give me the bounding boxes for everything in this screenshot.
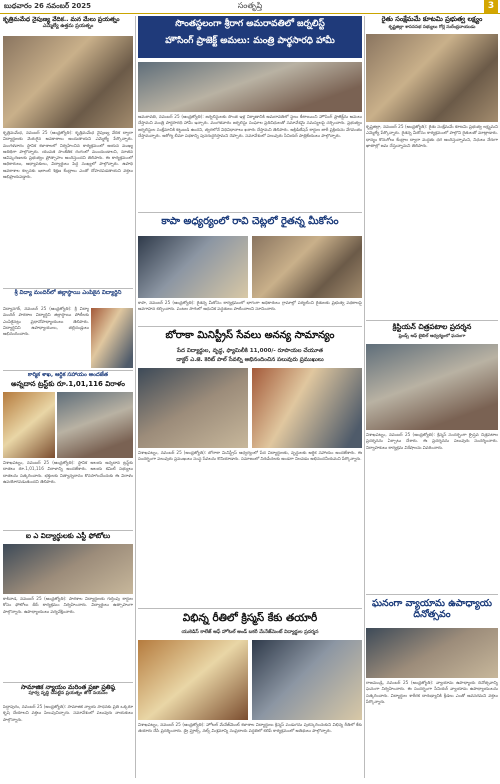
subheadline: కృష్ణజిల్లా శాసనసభ సభ్యులు గోర్ల సురేంద్రనాయుడు <box>388 25 476 30</box>
headline: బోరాకా మినిస్ట్రీస్ సేవలు అనన్య సామాన్యం <box>165 330 335 341</box>
divider <box>138 326 362 327</box>
news-photo <box>3 36 133 128</box>
divider <box>3 530 133 531</box>
page-header <box>0 0 500 14</box>
exhibition-photo <box>366 344 498 430</box>
subheadline: ఫ్రెండ్స్ ఆఫ్ బైబిల్ ఆధ్వర్యంలో ఘనంగా <box>398 334 466 339</box>
headline: అన్నదాన ట్రస్ట్‌కు రూ.1,01,116 విరాళం <box>11 379 125 388</box>
student-photo <box>91 308 133 368</box>
headline: ఐ ఎ విద్యార్థులకు ఎస్టీ ఫోటోలు <box>25 532 111 540</box>
article-social-justice <box>3 684 133 697</box>
charity-photo <box>138 368 248 448</box>
article-body: విశాఖపట్నం, నవంబర్ 25 (ఆంధ్రజ్యోతి): హోటల్ మేనేజ్‌మెంట్ కళాశాల విద్యార్థులు క్రిస్మస్ పండుగను పురస్కరించుకుని విభిన్న రీతిలో కేకు తయారు చేసి ప్రదర్శించారు. డ్రై ఫ్రూట్స్, నట్స్ మిశ్రమాన్ని సంప్రదాయ పద్ధతిలో కలిపే కార్యక్రమంలో అతిథులు పాల్గొన్నారు. <box>138 722 362 734</box>
issue-date: బుధవారం 26 నవంబర్ 2025 <box>4 2 92 10</box>
meeting-photo <box>138 62 362 112</box>
charity-photo <box>252 368 362 448</box>
masthead: సంతృప్తి <box>237 1 263 10</box>
students-photo <box>3 544 133 594</box>
article-school <box>3 290 133 297</box>
farmers-photo <box>138 236 248 298</box>
article-body: పెద్దాపురం, నవంబర్ 25 (ఆంధ్రజ్యోతి): సామాజిక న్యాయ సాధనకు ప్రతి ఒక్కరూ కృషి చేయాలని వక్తలు పిలుపునిచ్చారు. సమావేశంలో పలువురు నాయకులు పాల్గొన్నారు. <box>3 704 133 722</box>
banner-line-1: సొంతస్థలంగా శ్రీరాగ అమరావతిలో జర్నలిస్ట్ <box>175 19 325 29</box>
divider <box>3 682 133 683</box>
headline: కాపా అధ్యర్యంలో రావి చెట్లలో రైతన్న మీకోసం <box>161 216 339 227</box>
donation-photo <box>57 392 133 458</box>
kicker: కార్మిక శాఖ, ఆర్థిక సహాయం అందజేత <box>27 372 109 378</box>
headline: ఘనంగా వ్యాయామ ఉపాధ్యాయ దినోత్సవం <box>371 598 493 621</box>
divider <box>138 212 362 213</box>
divider <box>138 608 362 609</box>
column-divider <box>364 16 365 778</box>
article-body: విశాఖపట్నం, నవంబర్ 25 (ఆంధ్రజ్యోతి): క్రిస్మస్ సందర్భంగా క్రైస్తవ చిత్రపటాల ప్రదర్శనను ఏర్పాటు చేశారు. ఈ ప్రదర్శనను పలువురు సందర్శించారు. నిర్వాహకులు కార్యక్రమ విశేషాలను వివరించారు. <box>366 432 498 450</box>
divider <box>3 370 133 371</box>
article-body: రాజమండ్రి, నవంబర్ 25 (ఆంధ్రజ్యోతి): వ్యాయామ ఉపాధ్యాయ దినోత్సవాన్ని ఘనంగా నిర్వహించారు. ఈ సందర్భంగా సీనియర్ వ్యాయామ ఉపాధ్యాయులను సత్కరించారు. విద్యార్థుల శారీరక దారుఢ్యానికి క్రీడలు ఎంతో అవసరమని వక్తలు పేర్కొన్నారు. <box>366 680 498 704</box>
subheadline: పూర్వ వృద్ధి చేపట్టిన ప్రయత్నం జోరే నయనం <box>28 691 108 697</box>
subheadline: యుకెడిస్ కాలేజ్ ఆఫ్ హోటల్ అండ్ బకరీ మేనేజ్‌మెంట్ విద్యార్థుల ప్రదర్శన <box>181 630 319 635</box>
article-body: కాపా, నవంబర్ 25 (ఆంధ్రజ్యోతి): రైతన్న మీకోసం కార్యక్రమంలో భాగంగా అధికారులు గ్రామాల్లో పర్యటించి రైతులకు ప్రభుత్వ పథకాలపై అవగాహన కల్పించారు. పంటల సాగులో ఆధునిక పద్ధతులు పాటించాలని సూచించారు. <box>138 300 362 312</box>
headline: కృత్రిమమేధ నైపుణ్య వేదిక.. మన మేలు ప్రయత్నం <box>3 16 120 23</box>
headline: శ్రీ విద్యా మందిర్‌లో జిల్లాస్థాయి ఎంపికైన విద్యార్థిని <box>14 290 122 296</box>
article-body: విశాఖపట్నం, నవంబర్ 25 (ఆంధ్రజ్యోతి): స్థానిక ఆలయ అన్నదాన ట్రస్ట్‌కు దాతలు రూ.1,01,116 విరాళాన్ని అందజేశారు. ఆలయ కమిటీ సభ్యులు దాతలను సత్కరించారు. భక్తులకు నిత్యాన్నదానం కొనసాగించేందుకు ఈ విరాళం ఉపయోగపడుతుందని తెలిపారు. <box>3 460 133 484</box>
teachers-photo <box>366 628 498 678</box>
divider <box>3 288 133 289</box>
subheadline: ఎమ్మెల్యే ఉత్తమ ప్రయత్నం <box>42 23 94 30</box>
headline: సామాజిక న్యాయం మరింత ప్రజా ప్రతిష్ఠ <box>20 684 116 691</box>
divider <box>366 594 498 595</box>
article-donation <box>3 372 133 388</box>
farmers-photo <box>252 236 362 298</box>
farmers-meeting-photo <box>366 34 498 122</box>
headline: క్రిస్టియన్ చిత్రపటాల ప్రదర్శన <box>392 322 472 331</box>
headline: రైతు సంక్షేమమే కూటమి ప్రభుత్వ లక్ష్యం <box>381 15 483 23</box>
lead-banner <box>138 16 362 58</box>
subheadline: డాక్టర్ ఎ.జె. కెరిట్ పాల్ సేవల్ని అభినందించిన పలువురు ప్రముఖులు <box>176 357 324 363</box>
donation-photo <box>3 392 55 458</box>
article-body: అమరావతి, నవంబర్ 25 (ఆంధ్రజ్యోతి): జర్నలిస్టులకు సొంత ఇళ్ల నిర్మాణానికి అమరావతిలో స్థలం కేటాయించి హౌసింగ్ ప్రాజెక్ట్‌ను అమలు చేస్తామని మంత్రి పార్థసారధి హామీ ఇచ్చారు. మంగళవారం జర్నలిస్టు సంఘాల ప్రతినిధులతో సమావేశమై సమస్యలపై చర్చించారు. ప్రభుత్వం జర్నలిస్టుల సంక్షేమానికి కట్టుబడి ఉందని, త్వరలోనే విధివిధానాలు ఖరారు చేస్తామని తెలిపారు. అక్రిడిటేషన్ కార్డుల జారీ ప్రక్రియను వేగవంతం చేస్తామన్నారు. ఆరోగ్య బీమా పథకాన్ని పునరుద్ధరిస్తామని చెప్పారు. సమావేశంలో పలువురు సీనియర్ పాత్రికేయులు పాల్గొన్నారు. <box>138 114 362 138</box>
divider <box>366 320 498 321</box>
article-body: కృష్ణజిల్లా, నవంబర్ 25 (ఆంధ్రజ్యోతి): రైతు సంక్షేమమే కూటమి ప్రభుత్వ లక్ష్యమని ఎమ్మెల్యే పేర్కొన్నారు. రైతన్న మీకోసం కార్యక్రమంలో పాల్గొని రైతులతో మాట్లాడారు. ధాన్యం కొనుగోలు కేంద్రాల ద్వారా మద్దతు ధర అందిస్తున్నామని, నిధులు నేరుగా ఖాతాల్లో జమ చేస్తున్నామని తెలిపారు. <box>366 124 498 148</box>
banner-line-2: హౌసింగ్ ప్రాజెక్ట్ అమలు: మంత్రి పార్థసారధి హామీ <box>165 36 335 46</box>
column-divider <box>135 16 136 778</box>
cake-photo <box>252 640 362 720</box>
article-ai-skill <box>3 16 133 29</box>
article-body: విద్యానగర్, నవంబర్ 25 (ఆంధ్రజ్యోతి): శ్రీ విద్యా మందిర్ పాఠశాల విద్యార్థిని జిల్లాస్థాయి పోటీలకు ఎంపికైనట్లు ప్రధానోపాధ్యాయులు తెలిపారు. విద్యార్థినిని ఉపాధ్యాయులు, తల్లిదండ్రులు అభినందించారు. <box>3 306 89 337</box>
article-body: విశాఖపట్నం, నవంబర్ 25 (ఆంధ్రజ్యోతి): బోరాకా మినిస్ట్రీస్ ఆధ్వర్యంలో పేద విద్యార్థులకు, వృద్ధులకు ఆర్థిక సహాయం అందజేశారు. ఈ సందర్భంగా పలువురు ప్రముఖులు సంస్థ సేవలను కొనియాడారు. సమాజంలో నిరుపేదలకు అండగా నిలవడం అభినందనీయమని పేర్కొన్నారు. <box>138 450 362 462</box>
subheadline: పేద విద్యార్థుల, వృద్ధ, ఫ్యామిలీకి 11,000/- రూపాయల చేయూత <box>177 348 323 354</box>
headline: విభిన్న రీతిలో క్రిస్మస్ కేకు తయారీ <box>182 612 318 624</box>
cake-photo <box>138 640 248 720</box>
page-number: 3 <box>484 0 498 13</box>
article-body: కాకినాడ, నవంబర్ 25 (ఆంధ్రజ్యోతి): పాఠశాల విద్యార్థులకు గుర్తింపు కార్డుల కోసం ఫోటోలు తీసే కార్యక్రమం నిర్వహించారు. విద్యార్థులు ఉత్సాహంగా పాల్గొన్నారు. ఉపాధ్యాయులు పర్యవేక్షించారు. <box>3 596 133 614</box>
article-body: కృత్రిమమేధ, నవంబర్ 25 (ఆంధ్రజ్యోతి): కృత్రిమమేధ నైపుణ్య వేదిక ద్వారా విద్యార్థులకు మెరుగైన అవకాశాలు అందుతాయని ఎమ్మెల్యే పేర్కొన్నారు. మంగళవారం స్థానిక కళాశాలలో నిర్వహించిన కార్యక్రమంలో ఆయన ముఖ్య అతిథిగా పాల్గొన్నారు. యువత సాంకేతిక రంగంలో ముందుండాలని, నూతన ఆవిష్కరణలకు ప్రభుత్వం ప్రోత్సాహం అందిస్తుందని తెలిపారు. ఈ కార్యక్రమంలో అధికారులు, అధ్యాపకులు, విద్యార్థులు పెద్ద సంఖ్యలో పాల్గొన్నారు. ఉపాధి అవకాశాల కల్పనకు ఇలాంటి శిక్షణ కేంద్రాలు ఎంతో దోహదపడతాయని వక్తలు అభిప్రాయపడ్డారు. <box>3 130 133 180</box>
